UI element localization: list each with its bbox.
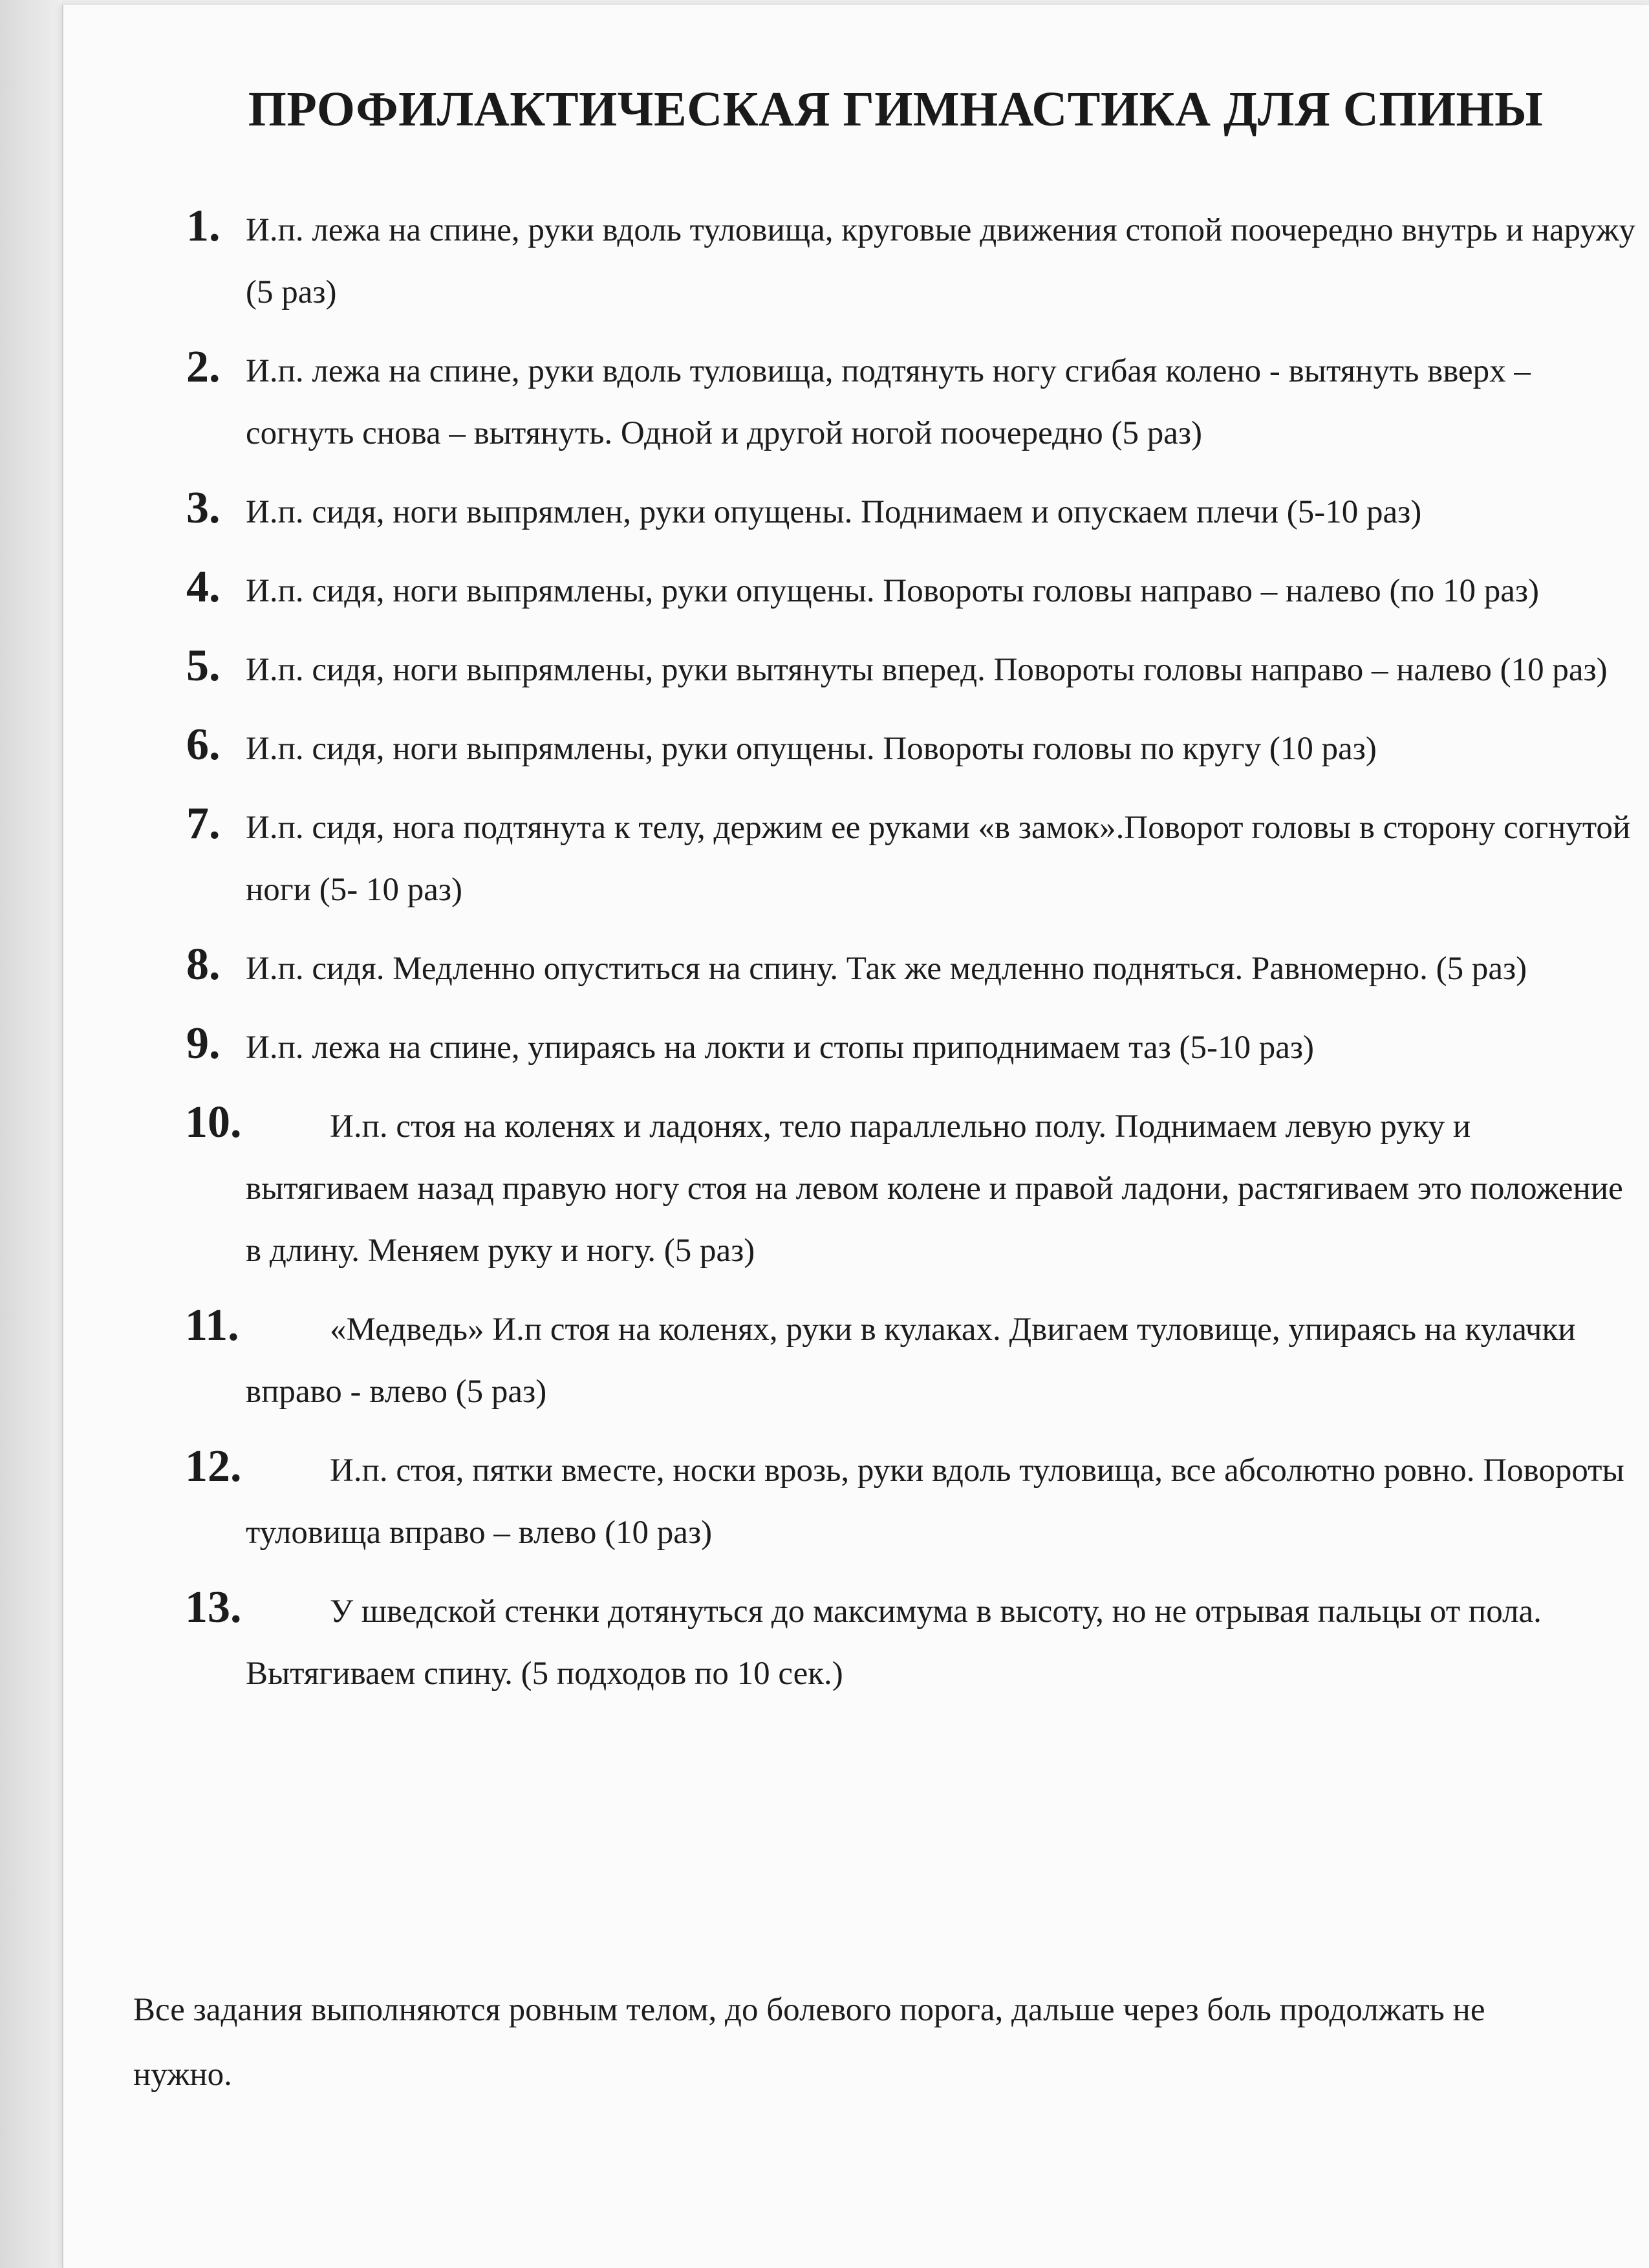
exercise-number: 3. bbox=[186, 483, 221, 533]
exercise-list bbox=[186, 199, 1641, 1722]
exercise-text: И.п. стоя на коленях и ладонях, тело параллельно полу. Поднимаем левую руку и вытягиваем назад правую ногу стоя на левом колене и правой ладони, растягиваем это положение в длину. Меняем руку и ногу. (5 раз) bbox=[246, 1108, 1623, 1269]
exercise-item-5 bbox=[186, 639, 1641, 701]
exercise-text: И.п. сидя, ноги выпрямлены, руки вытянуты вперед. Повороты головы направо – налево (10 раз) bbox=[246, 652, 1608, 688]
exercise-item-6 bbox=[186, 718, 1641, 780]
exercise-text: И.п. сидя, нога подтянута к телу, держим ее руками «в замок».Поворот головы в сторону согнутой ноги (5- 10 раз) bbox=[246, 810, 1631, 908]
exercise-text: И.п. сидя, ноги выпрямлены, руки опущены. Повороты головы направо – налево (по 10 раз) bbox=[246, 573, 1540, 609]
document-page bbox=[62, 5, 1649, 2268]
exercise-item-11 bbox=[186, 1299, 1641, 1423]
exercise-text: И.п. сидя, ноги выпрямлены, руки опущены. Повороты головы по кругу (10 раз) bbox=[246, 731, 1377, 767]
exercise-number: 9. bbox=[186, 1019, 221, 1068]
exercise-item-3 bbox=[186, 481, 1641, 543]
exercise-number: 5. bbox=[186, 641, 221, 691]
scan-edge-shadow bbox=[0, 0, 62, 2268]
exercise-text: У шведской стенки дотянуться до максимума в высоту, но не отрывая пальцы от пола. Вытягиваем спину. (5 подходов по 10 сек.) bbox=[246, 1593, 1542, 1692]
exercise-item-10 bbox=[186, 1096, 1641, 1282]
exercise-item-12 bbox=[186, 1440, 1641, 1564]
exercise-text: И.п. сидя, ноги выпрямлен, руки опущены. Поднимаем и опускаем плечи (5-10 раз) bbox=[246, 494, 1422, 530]
exercise-item-1 bbox=[186, 199, 1641, 323]
exercise-item-8 bbox=[186, 938, 1641, 1000]
exercise-number: 11. bbox=[185, 1301, 239, 1350]
document-title: ПРОФИЛАКТИЧЕСКАЯ ГИМНАСТИКА ДЛЯ СПИНЫ bbox=[248, 82, 1544, 136]
exercise-number: 7. bbox=[186, 799, 221, 848]
exercise-number: 10. bbox=[185, 1097, 242, 1147]
exercise-number: 6. bbox=[186, 720, 221, 770]
exercise-item-9 bbox=[186, 1017, 1641, 1079]
exercise-number: 1. bbox=[186, 201, 221, 251]
exercise-number: 4. bbox=[186, 562, 221, 612]
exercise-number: 8. bbox=[186, 940, 221, 989]
exercise-text: И.п. сидя. Медленно опуститься на спину. Так же медленно подняться. Равномерно. (5 раз) bbox=[246, 951, 1527, 987]
exercise-number: 13. bbox=[185, 1582, 242, 1632]
exercise-text: И.п. лежа на спине, упираясь на локти и стопы приподнимаем таз (5-10 раз) bbox=[246, 1030, 1314, 1066]
footer-note: Все задания выполняются ровным телом, до болевого порога, дальше через боль продолжать не нужно. bbox=[133, 1992, 1485, 2093]
exercise-number: 2. bbox=[186, 342, 221, 392]
exercise-number: 12. bbox=[185, 1442, 242, 1491]
exercise-item-2 bbox=[186, 340, 1641, 464]
exercise-item-13 bbox=[186, 1581, 1641, 1705]
exercise-text: И.п. стоя, пятки вместе, носки врозь, руки вдоль туловища, все абсолютно ровно. Повороты туловища вправо – влево (10 раз) bbox=[246, 1453, 1624, 1551]
exercise-text: И.п. лежа на спине, руки вдоль туловища, подтянуть ногу сгибая колено - вытянуть вверх – согнуть снова – вытянуть. Одной и другой ногой поочередно (5 раз) bbox=[246, 353, 1531, 451]
exercise-text: «Медведь» И.п стоя на коленях, руки в кулаках. Двигаем туловище, упираясь на кулачки вправо - влево (5 раз) bbox=[246, 1312, 1576, 1410]
exercise-item-7 bbox=[186, 797, 1641, 921]
exercise-text: И.п. лежа на спине, руки вдоль туловища, круговые движения стопой поочередно внутрь и наружу (5 раз) bbox=[246, 212, 1635, 310]
exercise-item-4 bbox=[186, 560, 1641, 622]
